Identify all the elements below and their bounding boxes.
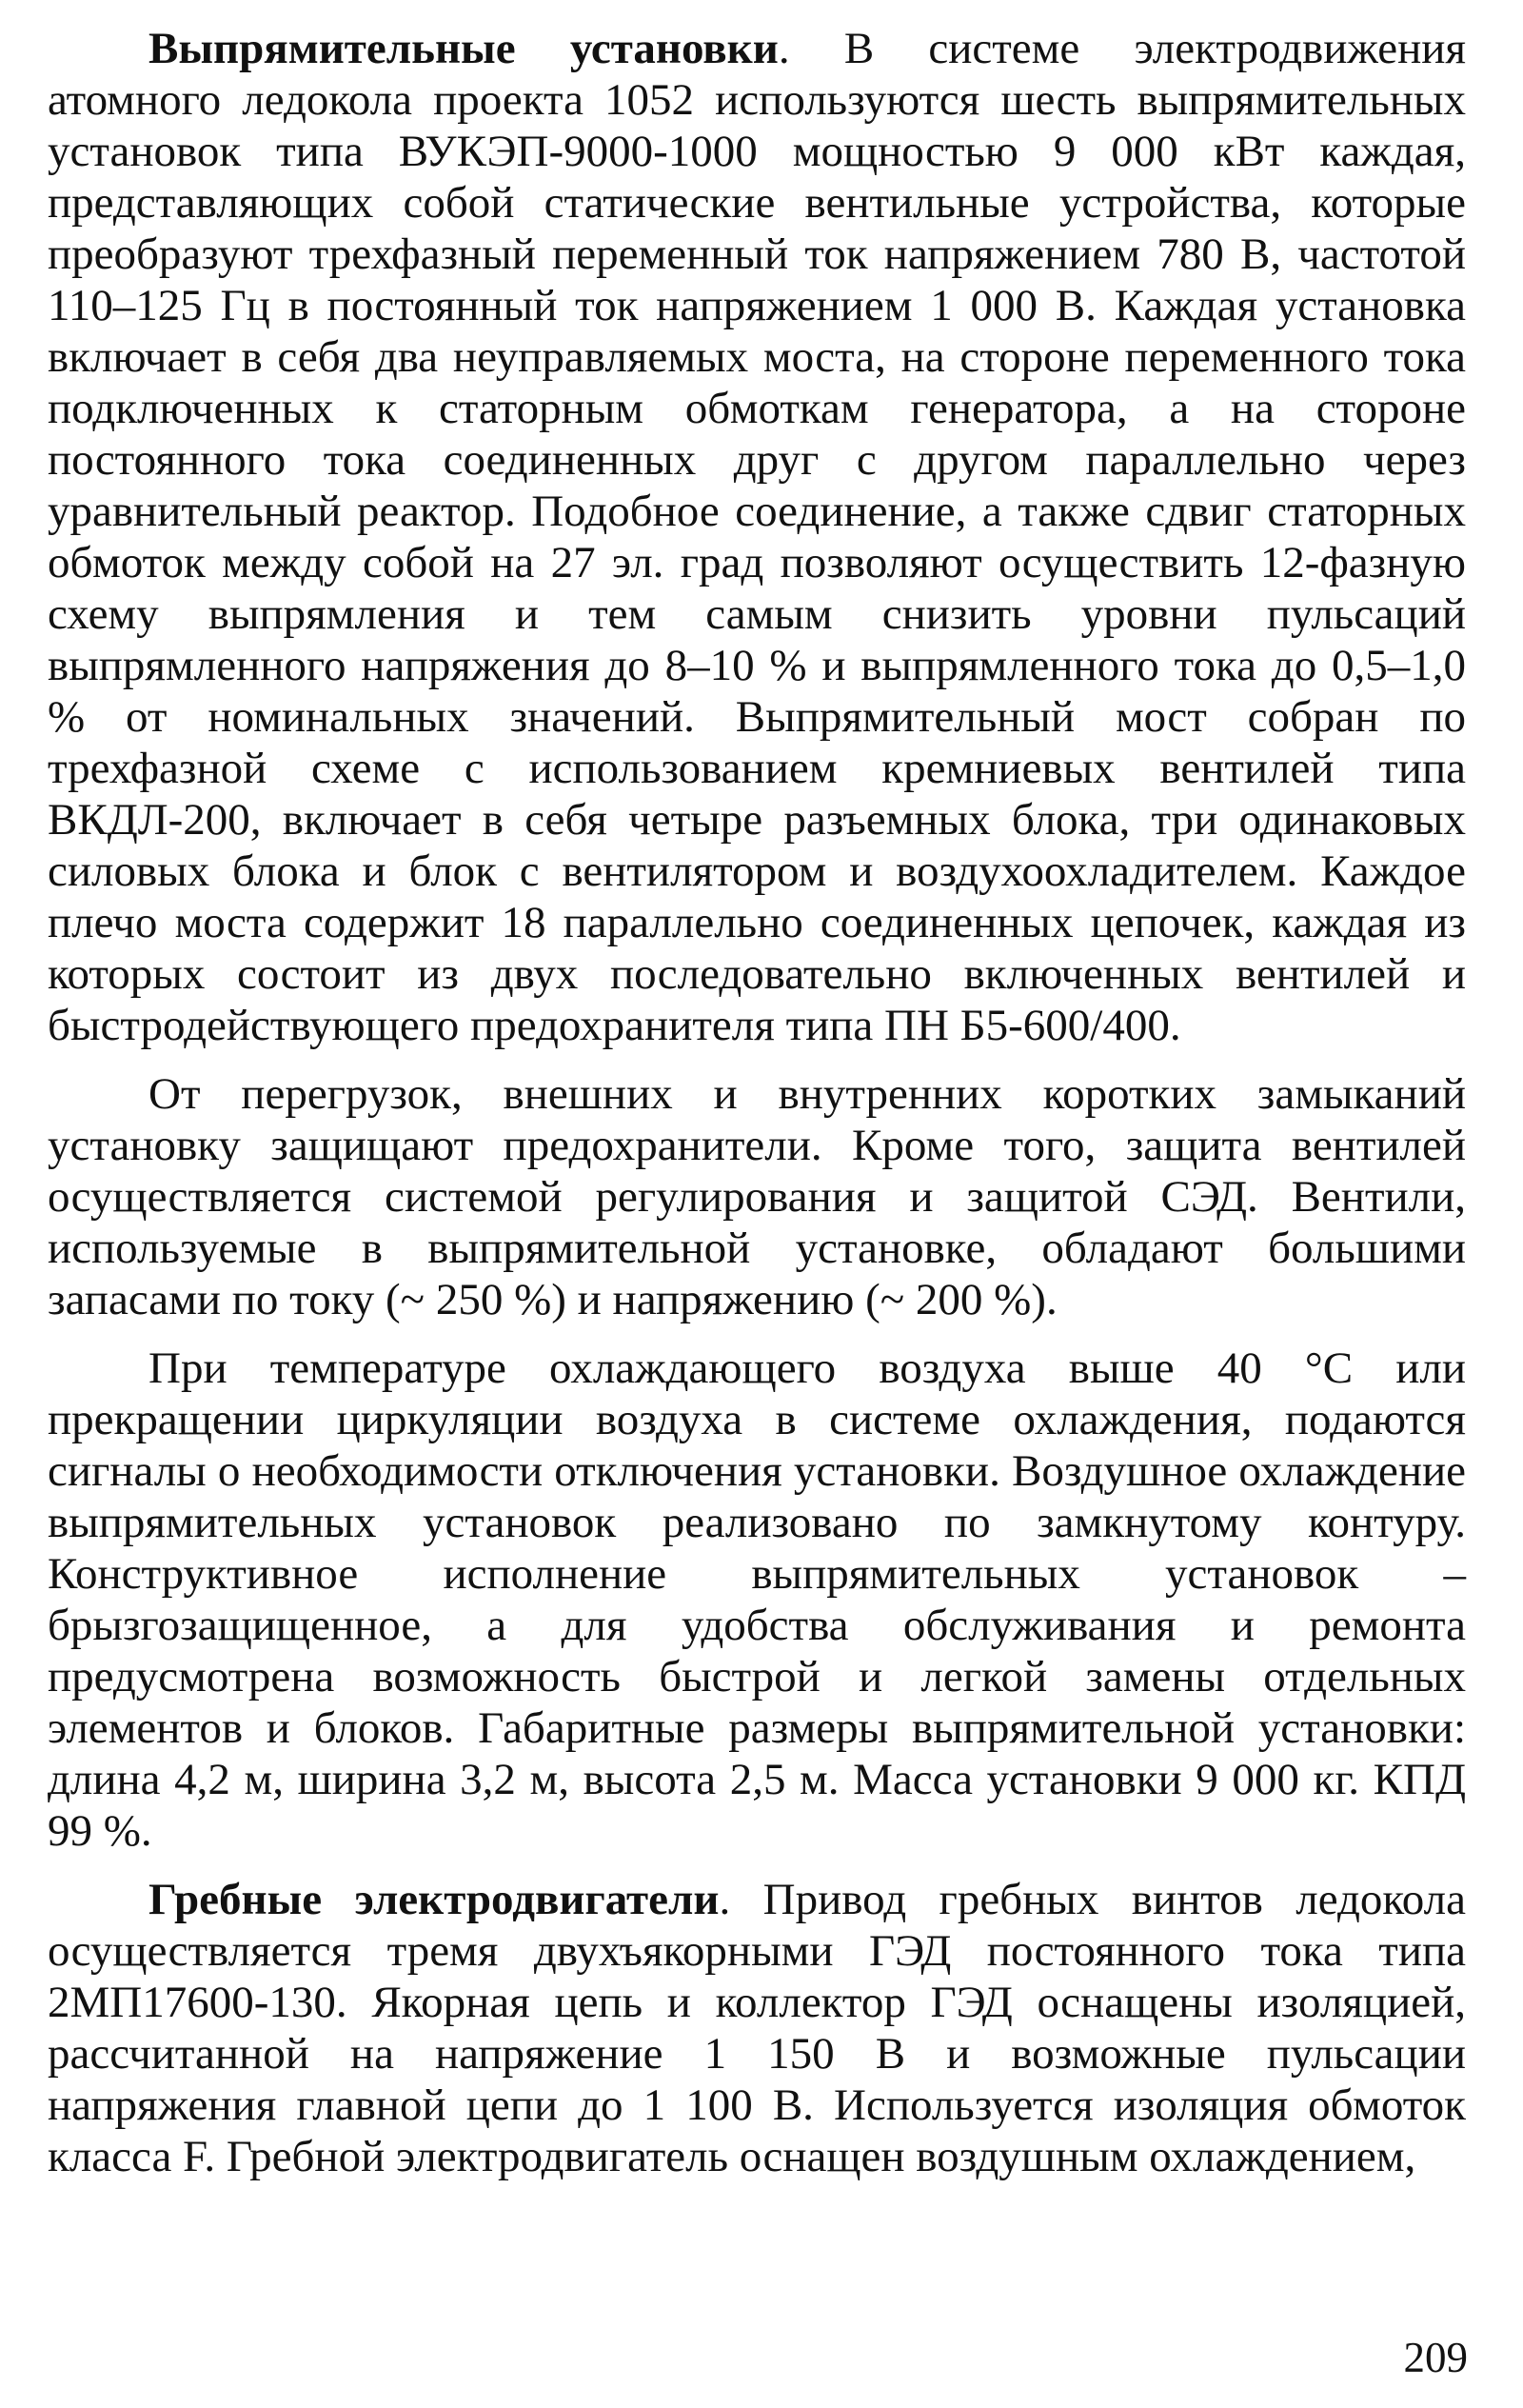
book-page <box>48 23 1466 2182</box>
section-heading-rectifier-units: Выпрямительные установки <box>148 24 779 73</box>
paragraph-rectifier-units <box>48 23 1466 1051</box>
paragraph-text: При температуре охлаждающего воздуха выше 40 °С или прекращении циркуляции воздуха в системе охлаждения, подаются сигналы о необходимости отключения установки. Воздушное охлаждение выпрямительных установок реализовано по замкнутому контуру. Конструктивное исполнение выпрямительных установок – брызгозащищенное, а для удобства обслуживания и ремонта предусмотрена возможность быстрой и легкой замены отдельных элементов и блоков. Габаритные размеры выпрямительной установки: длина 4,2 м, ширина 3,2 м, высота 2,5 м. Масса установки 9 000 кг. КПД 99 %. <box>48 1343 1466 1856</box>
paragraph-cooling <box>48 1343 1466 1857</box>
paragraph-text: От перегрузок, внешних и внутренних коротких замыканий установку защищают предохранители. Кроме того, защита вентилей осуществляется системой регулирования и защитой СЭД. Вентили, используемые в выпрямительной установке, обладают большими запасами по току (~ 250 %) и напряжению (~ 200 %). <box>48 1069 1466 1324</box>
paragraph-text: . В системе электродвижения атомного ледокола проекта 1052 используются шесть выпрямительных установок типа ВУКЭП-9000-1000 мощностью 9 000 кВт каждая, представляющих собой статические вентильные устройства, которые преобразуют трехфазный переменный ток напряжением 780 В, частотой 110–125 Гц в постоянный ток напряжением 1 000 В. Каждая установка включает в себя два неуправляемых моста, на стороне переменного тока подключенных к статорным обмоткам генератора, а на стороне постоянного тока соединенных друг с другом параллельно через уравнительный реактор. Подобное соединение, а также сдвиг статорных обмоток между собой на 27 эл. град позволяют осуществить 12-фазную схему выпрямления и тем самым снизить уровни пульсаций выпрямленного напряжения до 8–10 % и выпрямленного тока до 0,5–1,0 % от номинальных значений. Выпрямительный мост собран по трехфазной схеме с использованием кремниевых вентилей типа ВКДЛ-200, включает в себя четыре разъемных блока, три одинаковых силовых блока и блок с вентилятором и воздухоохладителем. Каждое плечо моста содержит 18 параллельно соединенных цепочек, каждая из которых состоит из двух последовательно включенных вентилей и быстродействующего предохранителя типа ПН Б5-600/400. <box>48 24 1466 1050</box>
page-number: 209 <box>1403 2334 1468 2381</box>
section-heading-propulsion-motors: Гребные электродвигатели <box>148 1875 720 1924</box>
paragraph-protection <box>48 1068 1466 1325</box>
paragraph-propulsion-motors <box>48 1874 1466 2182</box>
paragraph-text: . Привод гребных винтов ледокола осуществляется тремя двухъякорными ГЭД постоянного тока типа 2МП17600-130. Якорная цепь и коллектор ГЭД оснащены изоляцией, рассчитанной на напряжение 1 150 В и возможные пульсации напряжения главной цепи до 1 100 В. Используется изоляция обмоток класса F. Гребной электродвигатель оснащен воздушным охлаждением, <box>48 1875 1466 2181</box>
